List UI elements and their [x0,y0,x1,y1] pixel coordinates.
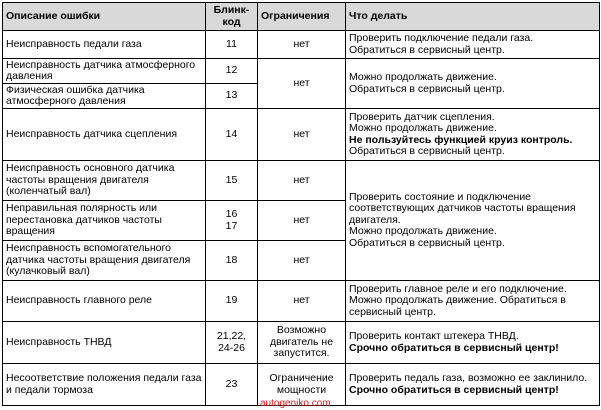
blink-code: 18 [206,241,258,281]
action-text [346,109,600,161]
table-row [3,31,600,59]
action-line: Можно продолжать движение. [349,122,497,134]
action-line: Проверить состояние и подключение соответствующих датчиков частоты вращения двигателя. [349,190,576,226]
table-row [3,59,600,84]
table-row [3,322,600,364]
blink-code: 13 [206,84,258,109]
error-description: Неисправность главного реле [3,281,206,322]
watermark: autogeniko.com [260,398,331,409]
header-limits: Ограничения [258,3,346,31]
action-text [346,31,600,59]
error-description: Неисправность педали газа [3,31,206,59]
action-text [346,322,600,364]
action-line: Обратиться в сервисный центр. [349,43,505,56]
action-text [346,161,600,281]
blink-code [206,201,258,241]
limitation: Ограничение мощности [258,364,346,406]
action-line: Проверить педаль газа, возможно ее заклинило. [349,372,588,384]
action-text [346,59,600,109]
blink-code: 23 [206,364,258,406]
action-line: Проверить датчик сцепления. [349,110,495,123]
blink-code: 11 [206,31,258,59]
action-line: Можно продолжать движение. [349,71,497,83]
table-row [3,109,600,161]
error-description: Неисправность основного датчика частоты вращения двигателя (коленчатый вал) [3,161,206,201]
header-description: Описание ошибки [3,3,206,31]
limitation: нет [258,201,346,241]
limitation: нет [258,241,346,281]
limitation: нет [258,161,346,201]
limitation: нет [258,59,346,109]
action-line: Обратиться в сервисный центр. [349,236,505,249]
action-line: Можно продолжать движение. [349,225,497,238]
blink-code: 12 [206,59,258,84]
action-text: Проверить главное реле и его подключение. Можно продолжать движение. Обратиться в сервисный центр. [346,281,600,322]
error-description: Неисправность датчика сцепления [3,109,206,161]
blink-code: 19 [206,281,258,322]
table-row [3,161,600,201]
blink-code-line: 16 [225,208,238,220]
error-description: Неправильная полярность или перестановка датчиков частоты вращения [3,201,206,241]
header-action: Что делать [346,3,600,31]
error-description: Неисправность ТНВД [3,322,206,364]
error-description: Физическая ошибка датчика атмосферного давления [3,84,206,109]
error-description: Неисправность вспомогательного датчика частоты вращения двигателя (кулачковый вал) [3,241,206,281]
table-row [3,281,600,322]
error-description: Несоответствие положения педали газа и педали тормоза [3,364,206,406]
limitation: нет [258,109,346,161]
blink-code: 14 [206,109,258,161]
table-header-row [3,3,600,31]
blink-code-line: 17 [225,219,238,232]
limitation: нет [258,31,346,59]
action-line: Проверить подключение педали газа. [349,32,534,44]
limitation: нет [258,281,346,322]
error-codes-table [2,2,600,406]
limitation: Возможно двигатель не запустится. [258,322,346,364]
blink-code [206,322,258,364]
action-warning: Срочно обратиться в сервисный центр! [349,383,559,396]
action-line: Проверить контакт штекера ТНВД. [349,330,519,342]
action-warning: Срочно обратиться в сервисный центр! [349,341,559,354]
action-line: Обратиться в сервисный центр. [349,82,505,95]
blink-code-line: 24-26 [218,341,245,354]
action-line: Обратиться в сервисный центр. [349,145,505,157]
blink-code-line: 21,22, [216,330,247,342]
blink-code: 15 [206,161,258,201]
error-description: Неисправность датчика атмосферного давления [3,59,206,84]
header-code: Блинк-код [206,3,258,31]
action-text [346,364,600,406]
action-warning: Не пользуйтесь функцией круиз контроль. [349,133,573,146]
